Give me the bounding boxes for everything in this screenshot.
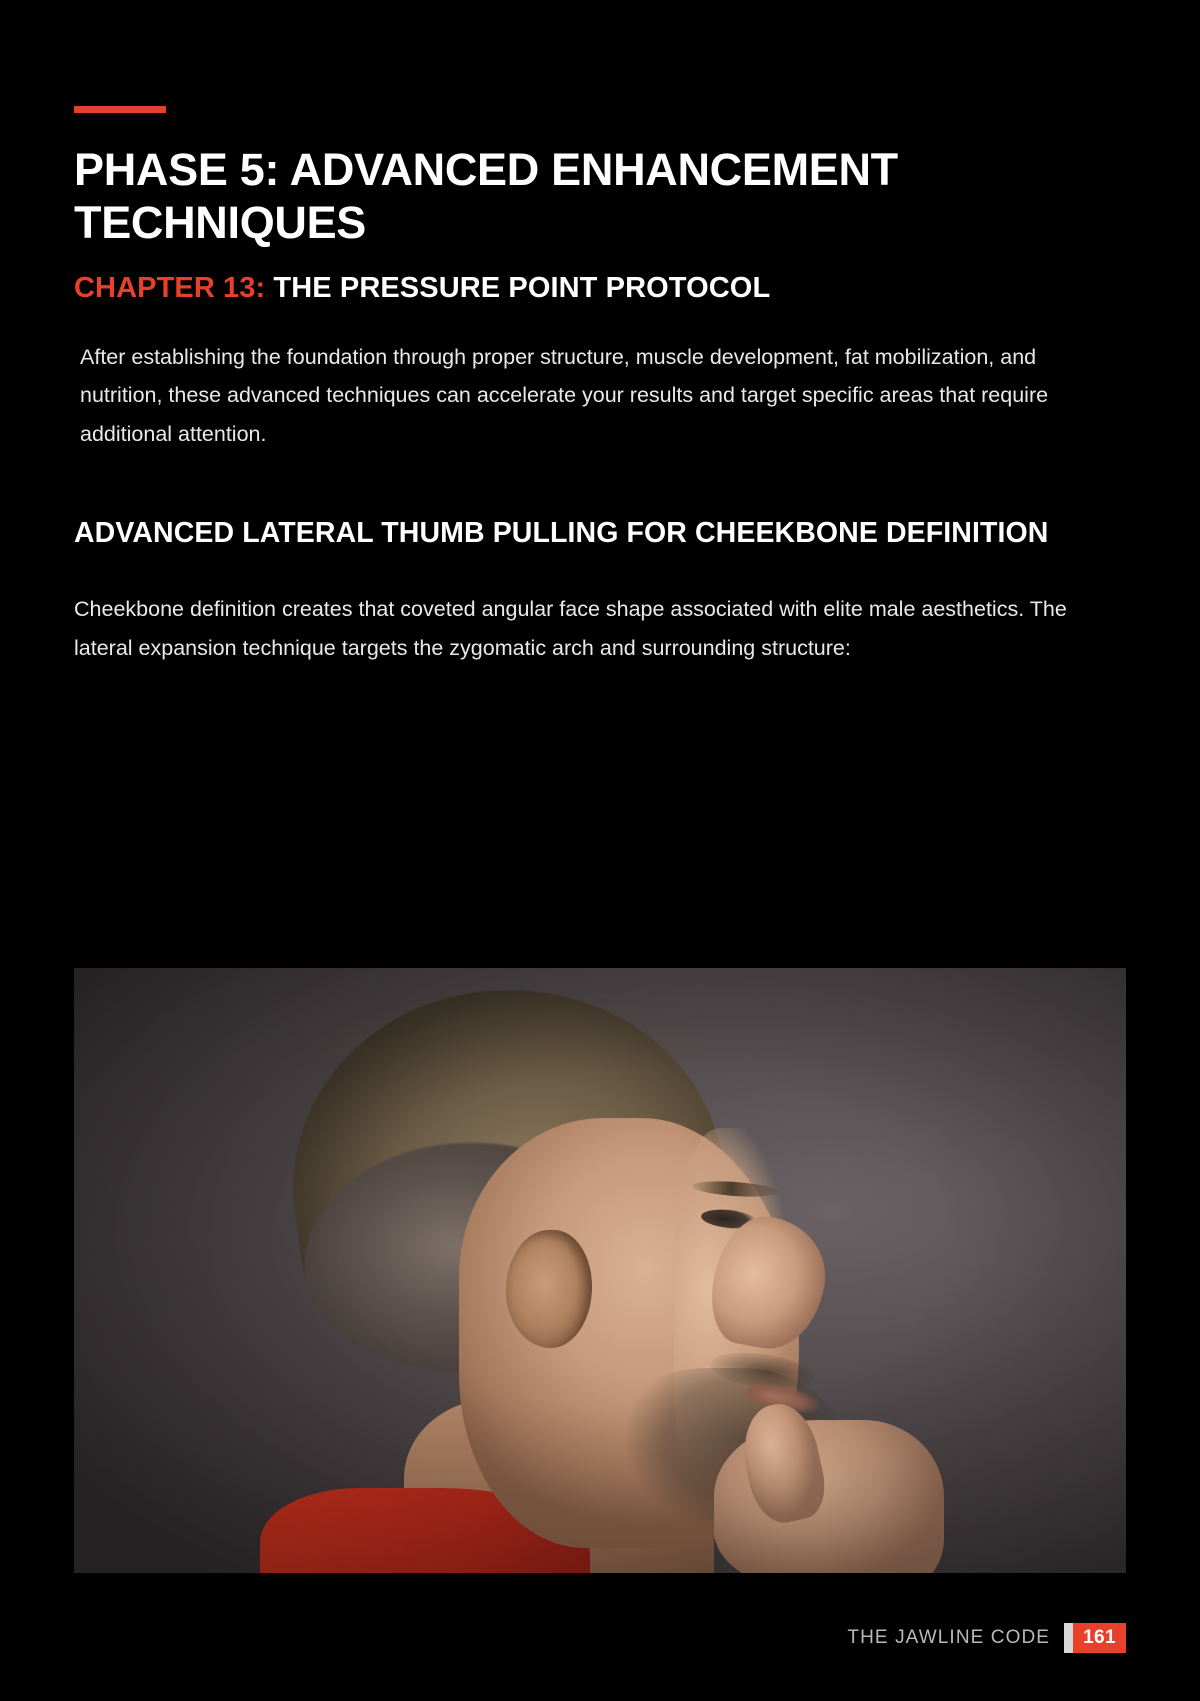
chapter-name: THE PRESSURE POINT PROTOCOL [273, 272, 771, 305]
page-number-badge [1064, 1623, 1126, 1653]
page-number: 161 [1073, 1623, 1126, 1653]
page-title: PHASE 5: ADVANCED ENHANCEMENT TECHNIQUES [74, 144, 898, 249]
page-badge-tick [1064, 1623, 1073, 1653]
intro-paragraph: After establishing the foundation through proper structure, muscle development, fat mobilization, and nutrition, these advanced techniques can accelerate your results and target specific areas that require additional attention. [80, 344, 1049, 446]
chapter-heading [74, 271, 1126, 306]
chapter-label: CHAPTER 13: [74, 272, 266, 305]
section-heading: ADVANCED LATERAL THUMB PULLING FOR CHEEKBONE DEFINITION [74, 516, 1049, 549]
page-content [74, 0, 1126, 667]
accent-rule-divider [74, 106, 166, 113]
page-footer [847, 1623, 1126, 1653]
body-paragraph: Cheekbone definition creates that coveted angular face shape associated with elite male aesthetics. The lateral expansion technique targets the zygomatic arch and surrounding structure: [74, 597, 1067, 660]
profile-photo-figure [74, 968, 1126, 1573]
photo-vignette [74, 968, 1126, 1573]
footer-book-title: THE JAWLINE CODE [847, 1627, 1051, 1648]
